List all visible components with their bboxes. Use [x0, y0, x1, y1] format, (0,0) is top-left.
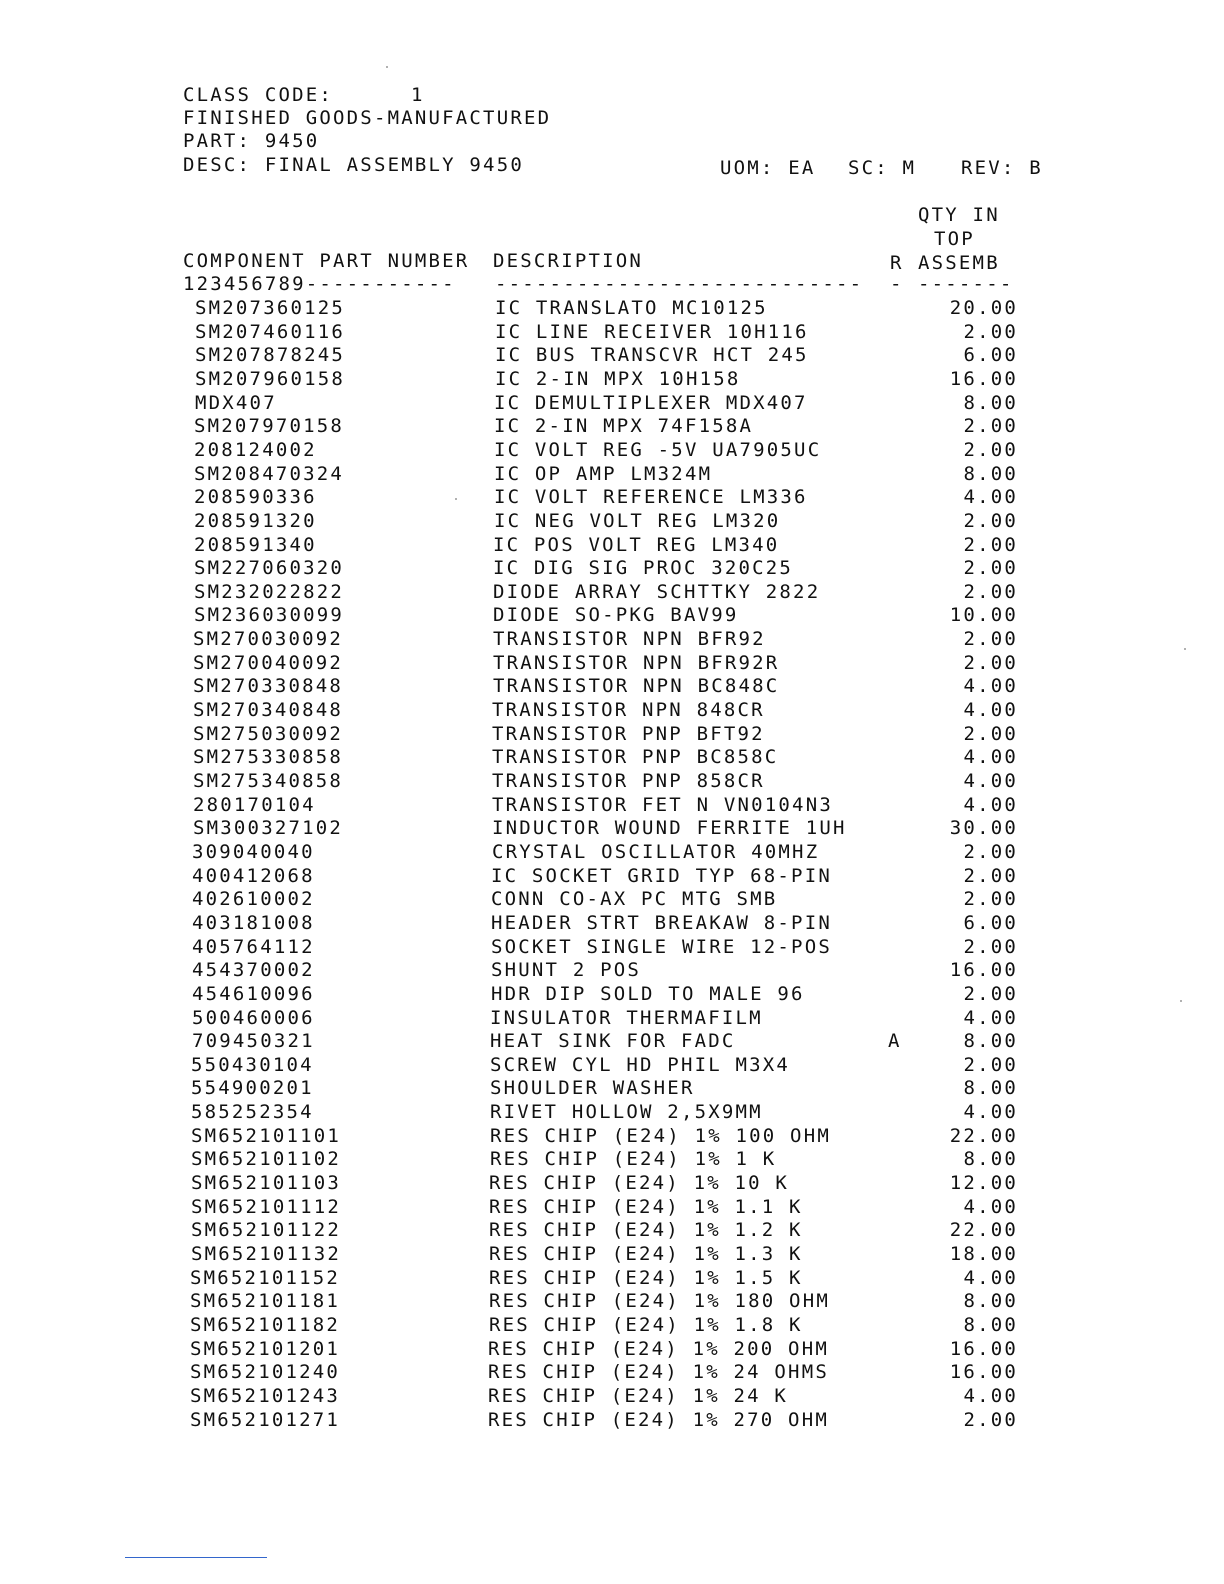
- scan-speck: [1180, 1000, 1182, 1002]
- part-line: PART: 9450: [183, 130, 320, 152]
- qty-cell: 4.00: [963, 699, 1018, 721]
- qty-cell: 22.00: [949, 1219, 1018, 1241]
- description-cell: TRANSISTOR NPN BFR92R: [493, 652, 780, 674]
- qty-cell: 12.00: [949, 1172, 1018, 1194]
- description-cell: RES CHIP (E24) 1% 1 K: [490, 1148, 777, 1170]
- scan-speck: [386, 66, 388, 68]
- qty-cell: 8.00: [963, 1314, 1018, 1336]
- qty-cell: 8.00: [963, 1077, 1018, 1099]
- part-number-cell: SM652101181: [190, 1290, 341, 1312]
- qty-cell: 2.00: [963, 321, 1018, 343]
- description-cell: IC DEMULTIPLEXER MDX407: [494, 392, 808, 414]
- description-cell: RES CHIP (E24) 1% 100 OHM: [490, 1125, 831, 1147]
- description-cell: IC TRANSLATO MC10125: [495, 297, 768, 319]
- description-cell: RES CHIP (E24) 1% 270 OHM: [488, 1409, 829, 1431]
- qty-cell: 16.00: [949, 1361, 1018, 1383]
- description-cell: RES CHIP (E24) 1% 24 K: [488, 1385, 789, 1407]
- description-cell: DIODE SO-PKG BAV99: [493, 604, 739, 626]
- part-number-cell: SM300327102: [193, 817, 344, 839]
- qty-cell: 2.00: [963, 723, 1018, 745]
- qty-cell: 2.00: [963, 983, 1018, 1005]
- qty-cell: 30.00: [949, 817, 1018, 839]
- description-cell: RIVET HOLLOW 2,5X9MM: [490, 1101, 763, 1123]
- part-number-cell: SM207460116: [195, 321, 346, 343]
- scan-speck: [1184, 648, 1186, 650]
- part-number-cell: 208590336: [194, 486, 317, 508]
- part-number-cell: SM270040092: [193, 652, 344, 674]
- part-number-cell: 309040040: [192, 841, 315, 863]
- description-cell: TRANSISTOR PNP BFT92: [492, 723, 765, 745]
- part-number-cell: SM652101112: [191, 1196, 342, 1218]
- part-number-cell: SM275330858: [193, 746, 344, 768]
- description-cell: DIODE ARRAY SCHTTKY 2822: [493, 581, 821, 603]
- qty-cell: 20.00: [949, 297, 1018, 319]
- description-cell: RES CHIP (E24) 1% 1.3 K: [489, 1243, 803, 1265]
- qty-cell: 2.00: [963, 1054, 1018, 1076]
- uom-field: UOM: EA: [720, 157, 816, 179]
- qty-heading-line2: TOP: [934, 228, 975, 250]
- part-number-cell: SM652101240: [190, 1361, 341, 1383]
- description-cell: IC SOCKET GRID TYP 68-PIN: [491, 865, 832, 887]
- qty-cell: 16.00: [949, 1338, 1018, 1360]
- qty-cell: 4.00: [963, 675, 1018, 697]
- qty-cell: 10.00: [949, 604, 1018, 626]
- part-number-cell: 208591320: [194, 510, 317, 532]
- part-number-cell: 403181008: [192, 912, 315, 934]
- description-cell: RES CHIP (E24) 1% 200 OHM: [488, 1338, 829, 1360]
- qty-heading-line1: QTY IN: [918, 204, 1000, 226]
- description-cell: RES CHIP (E24) 1% 10 K: [489, 1172, 790, 1194]
- part-number-cell: 208124002: [194, 439, 317, 461]
- part-number-cell: 500460006: [192, 1007, 315, 1029]
- part-number-cell: SM207878245: [195, 344, 346, 366]
- qty-cell: 2.00: [963, 439, 1018, 461]
- qty-cell: 4.00: [963, 770, 1018, 792]
- qty-cell: 2.00: [963, 841, 1018, 863]
- qty-cell: 2.00: [963, 865, 1018, 887]
- component-heading: COMPONENT PART NUMBER: [183, 250, 470, 272]
- part-number-cell: SM207960158: [195, 368, 346, 390]
- part-number-cell: SM207360125: [195, 297, 346, 319]
- part-number-cell: SM652101101: [191, 1125, 342, 1147]
- part-number-cell: 208591340: [194, 534, 317, 556]
- description-cell: IC DIG SIG PROC 320C25: [493, 557, 794, 579]
- ruler-r: -: [890, 273, 904, 295]
- part-number-cell: SM227060320: [194, 557, 345, 579]
- description-cell: IC VOLT REG -5V UA7905UC: [494, 439, 822, 461]
- description-cell: HDR DIP SOLD TO MALE 96: [491, 983, 805, 1005]
- part-number-cell: SM652101122: [191, 1219, 342, 1241]
- description-cell: SOCKET SINGLE WIRE 12-POS: [491, 936, 832, 958]
- r-cell: A: [888, 1030, 902, 1052]
- qty-cell: 18.00: [949, 1243, 1018, 1265]
- qty-cell: 2.00: [963, 936, 1018, 958]
- bottom-rule: [125, 1557, 267, 1558]
- part-number-cell: 585252354: [191, 1101, 314, 1123]
- part-number-cell: SM652101102: [191, 1148, 342, 1170]
- description-cell: TRANSISTOR NPN 848CR: [492, 699, 765, 721]
- description-cell: RES CHIP (E24) 1% 1.8 K: [489, 1314, 803, 1336]
- description-cell: TRANSISTOR PNP 858CR: [492, 770, 765, 792]
- rev-field: REV: B: [961, 157, 1043, 179]
- ruler-description: ---------------------------: [495, 273, 864, 295]
- r-heading: R: [890, 252, 904, 274]
- description-cell: IC 2-IN MPX 74F158A: [494, 415, 754, 437]
- part-number-cell: SM652101271: [190, 1409, 341, 1431]
- qty-cell: 2.00: [963, 581, 1018, 603]
- part-number-cell: 550430104: [191, 1054, 314, 1076]
- qty-cell: 16.00: [949, 959, 1018, 981]
- part-number-cell: 400412068: [192, 865, 315, 887]
- description-cell: IC OP AMP LM324M: [494, 463, 713, 485]
- part-number-cell: 709450321: [192, 1030, 315, 1052]
- ruler-qty: -------: [918, 273, 1014, 295]
- part-number-cell: SM236030099: [194, 604, 345, 626]
- qty-cell: 2.00: [963, 557, 1018, 579]
- ruler-component: 123456789-----------: [183, 273, 456, 295]
- description-cell: HEADER STRT BREAKAW 8-PIN: [491, 912, 832, 934]
- part-number-cell: SM208470324: [194, 463, 345, 485]
- description-cell: INSULATOR THERMAFILM: [490, 1007, 763, 1029]
- description-cell: IC LINE RECEIVER 10H116: [495, 321, 809, 343]
- part-number-cell: SM652101201: [190, 1338, 341, 1360]
- qty-cell: 8.00: [963, 1290, 1018, 1312]
- part-number-cell: 280170104: [193, 794, 316, 816]
- part-number-cell: 402610002: [192, 888, 315, 910]
- qty-cell: 2.00: [963, 1409, 1018, 1431]
- qty-cell: 2.00: [963, 415, 1018, 437]
- description-cell: TRANSISTOR PNP BC858C: [492, 746, 779, 768]
- part-number-cell: SM275340858: [193, 770, 344, 792]
- part-number-cell: SM652101243: [190, 1385, 341, 1407]
- description-cell: TRANSISTOR FET N VN0104N3: [492, 794, 833, 816]
- part-number-cell: 554900201: [191, 1077, 314, 1099]
- qty-cell: 4.00: [963, 486, 1018, 508]
- description-cell: TRANSISTOR NPN BC848C: [493, 675, 780, 697]
- qty-cell: 2.00: [963, 652, 1018, 674]
- class-code-value: 1: [411, 84, 425, 106]
- qty-cell: 8.00: [963, 463, 1018, 485]
- part-number-cell: SM270340848: [193, 699, 344, 721]
- qty-cell: 4.00: [963, 1267, 1018, 1289]
- part-number-cell: SM652101132: [191, 1243, 342, 1265]
- qty-cell: 22.00: [949, 1125, 1018, 1147]
- qty-cell: 8.00: [963, 392, 1018, 414]
- part-number-cell: SM652101103: [191, 1172, 342, 1194]
- description-heading: DESCRIPTION: [493, 250, 644, 272]
- qty-cell: 6.00: [963, 912, 1018, 934]
- qty-cell: 2.00: [963, 628, 1018, 650]
- qty-cell: 4.00: [963, 794, 1018, 816]
- qty-cell: 4.00: [963, 1007, 1018, 1029]
- description-cell: RES CHIP (E24) 1% 1.2 K: [489, 1219, 803, 1241]
- description-cell: RES CHIP (E24) 1% 180 OHM: [489, 1290, 830, 1312]
- part-number-cell: SM270030092: [193, 628, 344, 650]
- qty-cell: 4.00: [963, 746, 1018, 768]
- description-cell: SCREW CYL HD PHIL M3X4: [490, 1054, 791, 1076]
- scan-speck: [455, 498, 457, 500]
- part-number-cell: SM275030092: [193, 723, 344, 745]
- description-cell: RES CHIP (E24) 1% 1.5 K: [489, 1267, 803, 1289]
- description-cell: HEAT SINK FOR FADC: [490, 1030, 736, 1052]
- part-number-cell: SM652101152: [190, 1267, 341, 1289]
- description-cell: CRYSTAL OSCILLATOR 40MHZ: [492, 841, 820, 863]
- part-number-cell: 405764112: [192, 936, 315, 958]
- description-cell: TRANSISTOR NPN BFR92: [493, 628, 766, 650]
- description-cell: IC 2-IN MPX 10H158: [495, 368, 741, 390]
- qty-cell: 16.00: [949, 368, 1018, 390]
- part-number-cell: 454370002: [192, 959, 315, 981]
- description-cell: IC NEG VOLT REG LM320: [494, 510, 781, 532]
- part-number-cell: 454610096: [192, 983, 315, 1005]
- qty-cell: 8.00: [963, 1148, 1018, 1170]
- description-cell: RES CHIP (E24) 1% 1.1 K: [489, 1196, 803, 1218]
- part-number-cell: SM652101182: [190, 1314, 341, 1336]
- part-number-cell: SM270330848: [193, 675, 344, 697]
- qty-cell: 2.00: [963, 510, 1018, 532]
- description-cell: IC POS VOLT REG LM340: [493, 534, 780, 556]
- qty-cell: 8.00: [963, 1030, 1018, 1052]
- qty-cell: 4.00: [963, 1196, 1018, 1218]
- part-number-cell: SM232022822: [194, 581, 345, 603]
- qty-cell: 4.00: [963, 1101, 1018, 1123]
- description-cell: INDUCTOR WOUND FERRITE 1UH: [492, 817, 847, 839]
- qty-cell: 2.00: [963, 534, 1018, 556]
- part-number-cell: SM207970158: [194, 415, 345, 437]
- description-cell: IC VOLT REFERENCE LM336: [494, 486, 808, 508]
- description-cell: CONN CO-AX PC MTG SMB: [491, 888, 778, 910]
- class-code-label: CLASS CODE:: [183, 84, 334, 106]
- sc-field: SC: M: [848, 157, 917, 179]
- qty-cell: 6.00: [963, 344, 1018, 366]
- description-cell: SHUNT 2 POS: [491, 959, 642, 981]
- category-line: FINISHED GOODS-MANUFACTURED: [183, 107, 552, 129]
- description-cell: SHOULDER WASHER: [490, 1077, 695, 1099]
- description-cell: IC BUS TRANSCVR HCT 245: [495, 344, 809, 366]
- qty-cell: 4.00: [963, 1385, 1018, 1407]
- desc-line: DESC: FINAL ASSEMBLY 9450: [183, 154, 524, 176]
- description-cell: RES CHIP (E24) 1% 24 OHMS: [488, 1361, 829, 1383]
- qty-cell: 2.00: [963, 888, 1018, 910]
- part-number-cell: MDX407: [195, 392, 277, 414]
- qty-heading-line3: ASSEMB: [918, 252, 1000, 274]
